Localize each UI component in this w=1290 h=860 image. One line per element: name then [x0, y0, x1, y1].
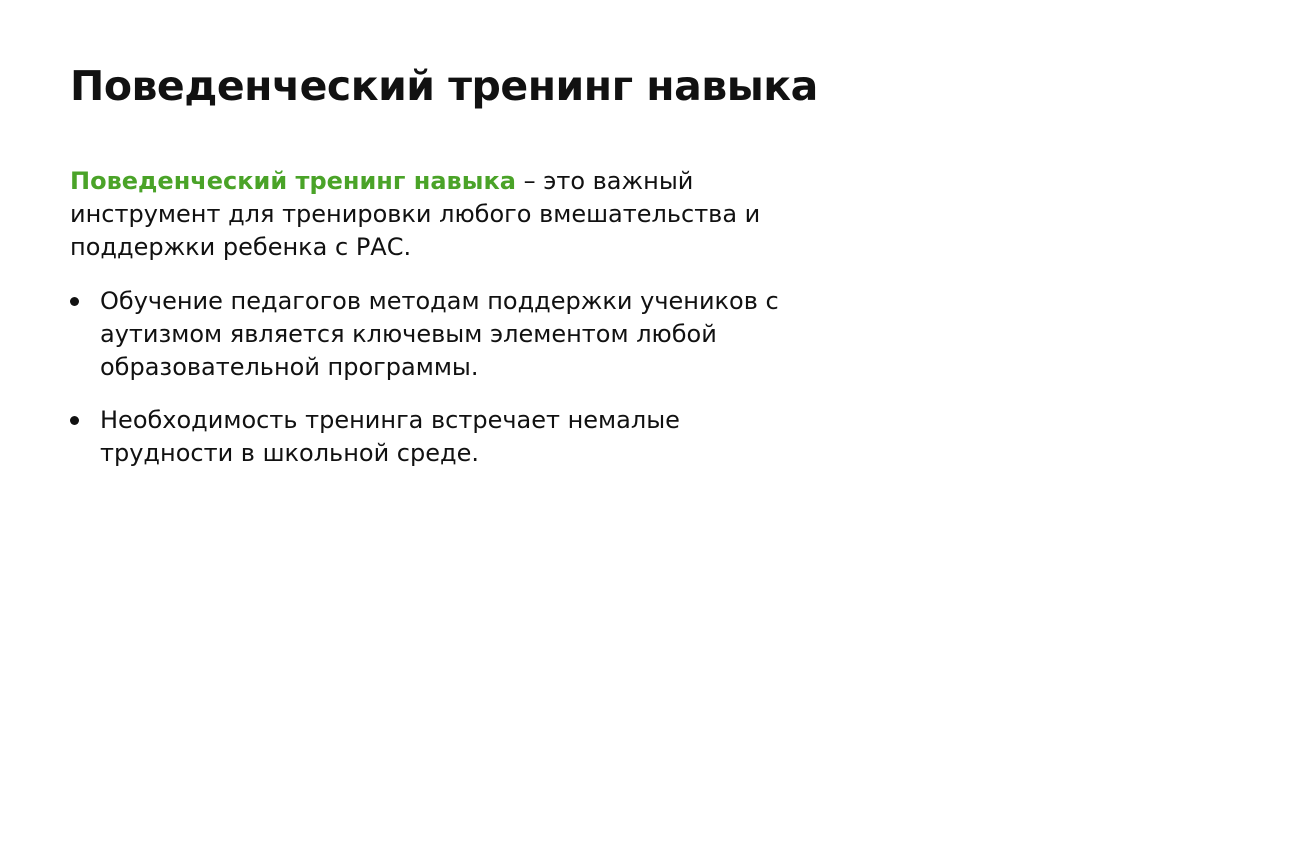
slide-title: Поведенческий тренинг навыка — [70, 62, 818, 110]
bullet-dot-icon — [70, 297, 79, 306]
bullet-item — [70, 404, 790, 470]
intro-paragraph — [70, 165, 790, 264]
intro-text: – это важный инструмент для тренировки любого вмешательства и поддержки ребенка с РАС. — [70, 167, 761, 261]
bullet-text: Необходимость тренинга встречает немалые трудности в школьной среде. — [100, 406, 680, 467]
bullet-item — [70, 285, 790, 384]
bullet-list — [70, 285, 790, 490]
bullet-text: Обучение педагогов методам поддержки учеников с аутизмом является ключевым элементом любой образовательной программы. — [100, 287, 779, 381]
intro-highlight: Поведенческий тренинг навыка — [70, 167, 516, 195]
bullet-dot-icon — [70, 416, 79, 425]
